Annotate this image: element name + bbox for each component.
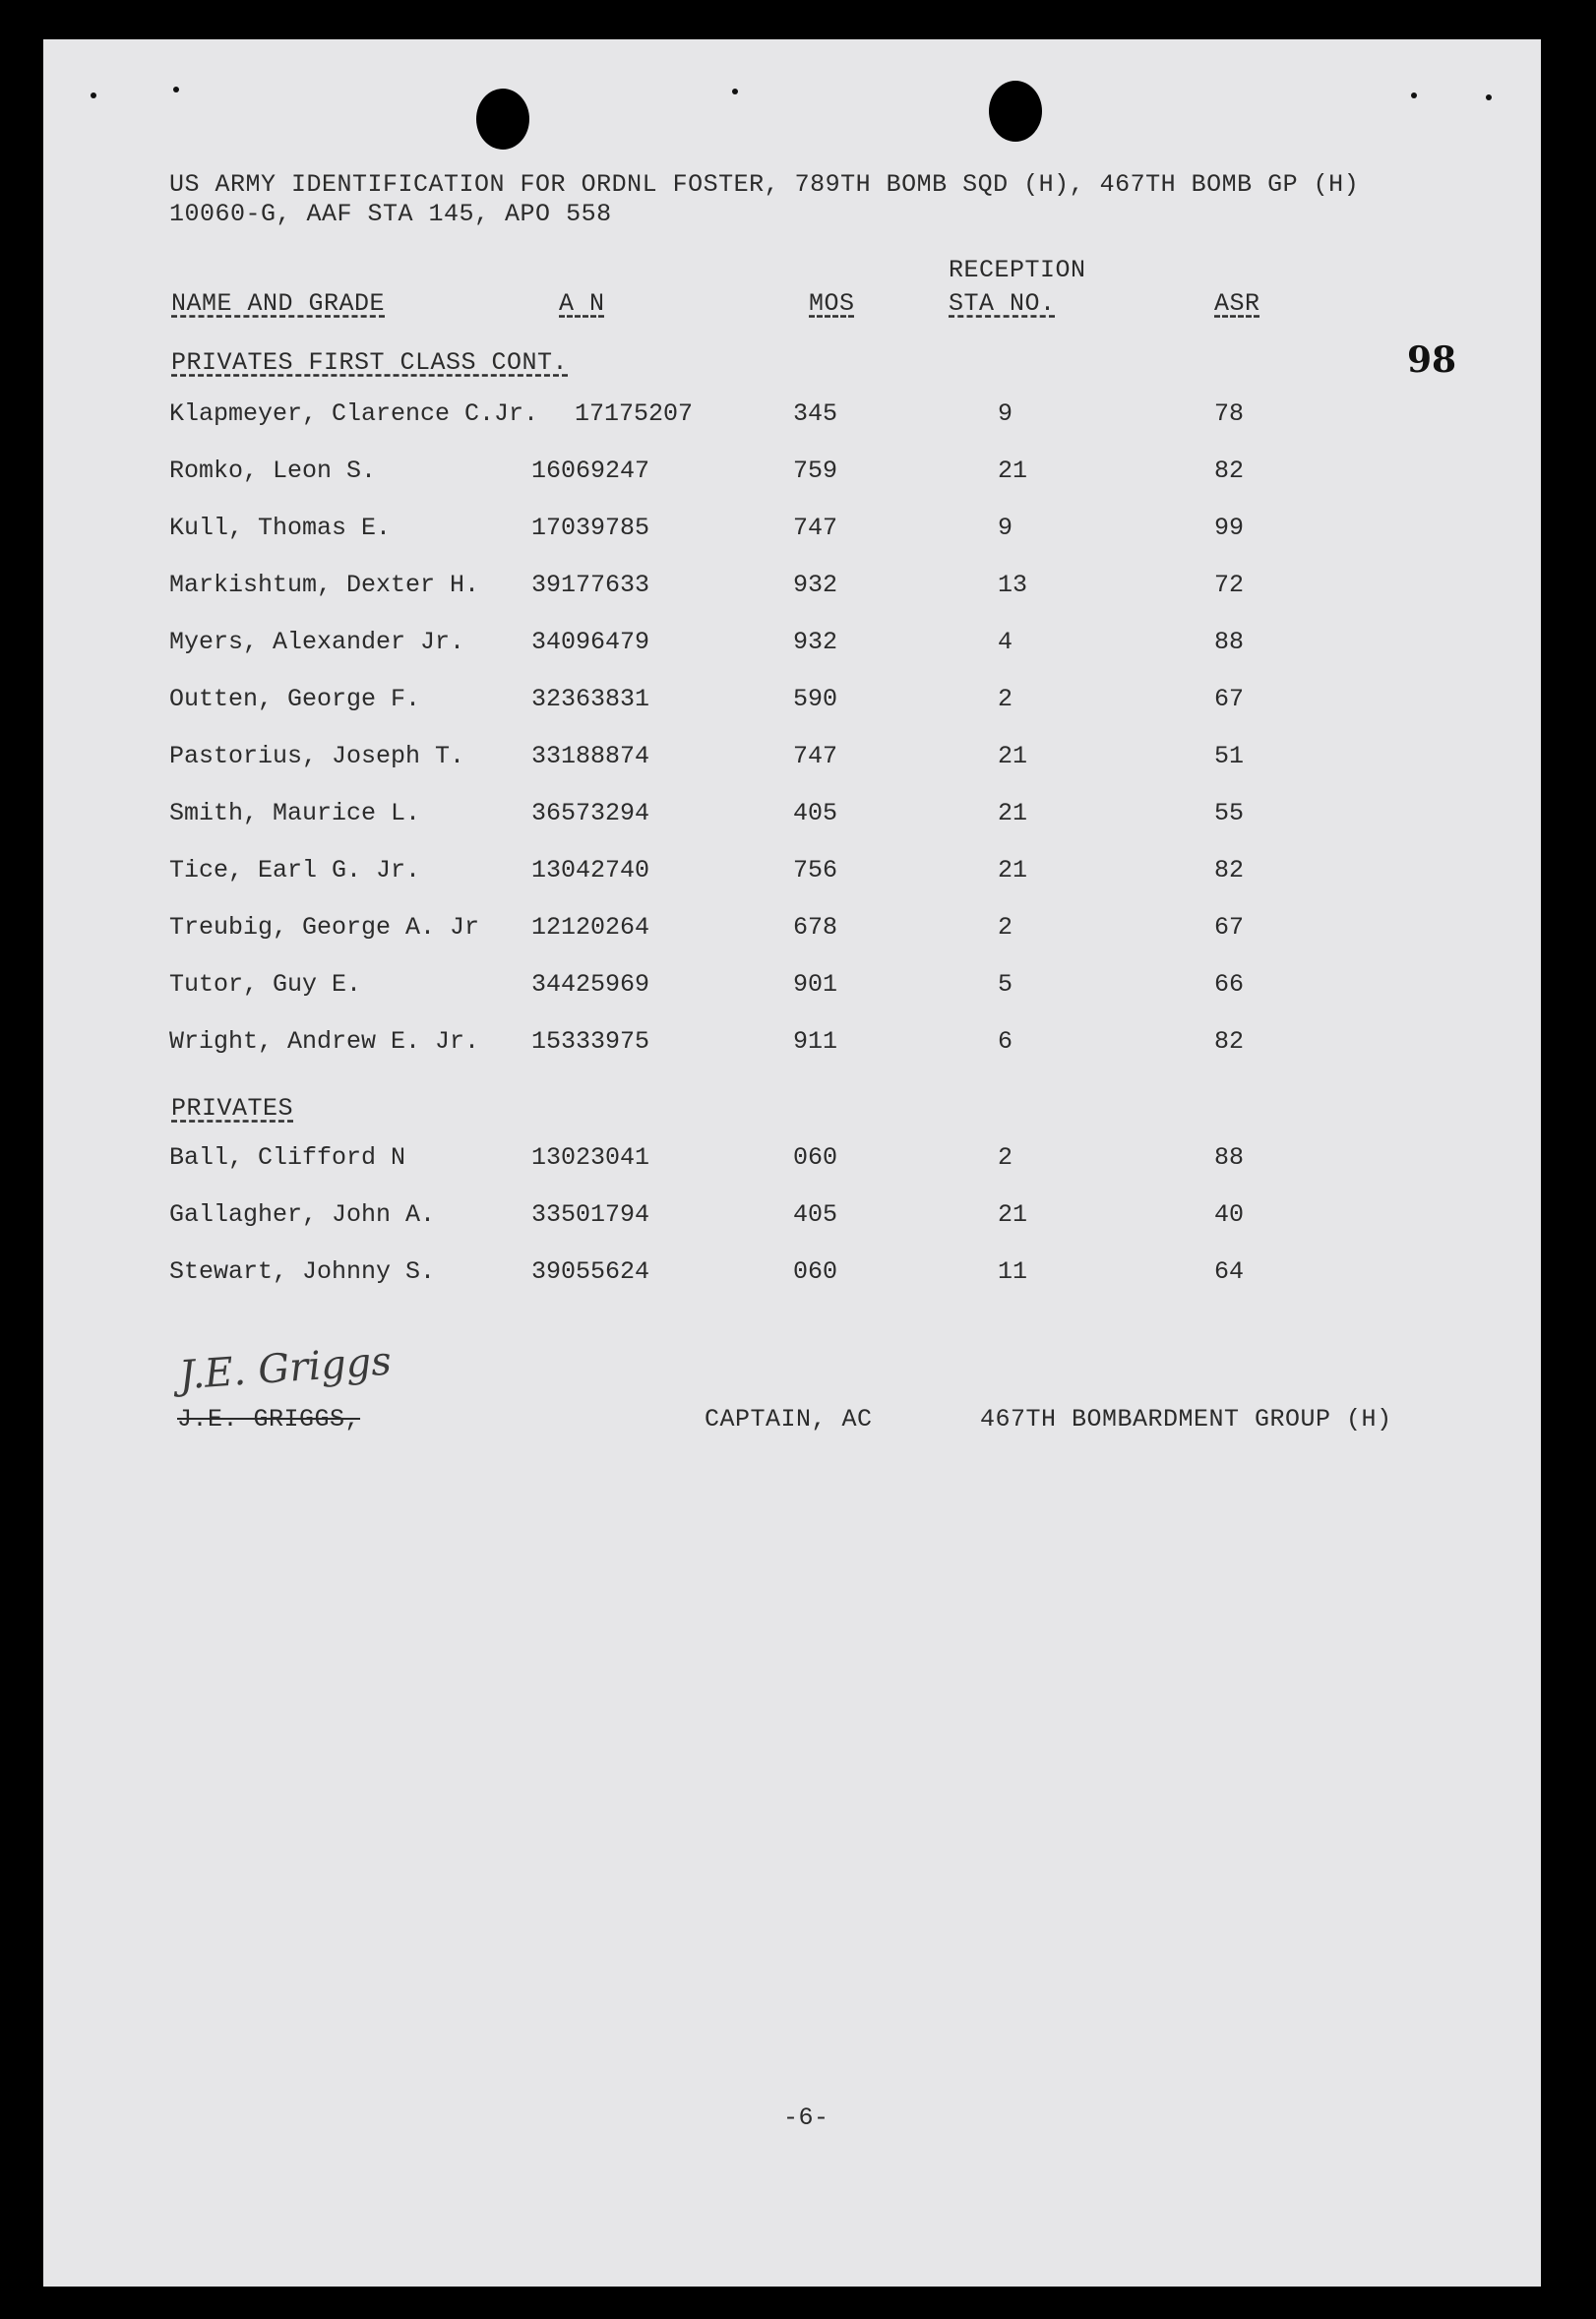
cell-mos: 747 [793,742,838,770]
cell-an: 16069247 [531,457,650,485]
cell-mos: 747 [793,514,838,542]
cell-asr: 55 [1214,799,1245,827]
speck [732,89,738,94]
cell-sta: 5 [998,970,1013,999]
section-title: PRIVATES FIRST CLASS CONT. [171,348,569,377]
cell-mos: 060 [793,1257,838,1286]
cell-mos: 932 [793,571,838,599]
cell-mos: 060 [793,1143,838,1172]
speck [1486,94,1492,100]
cell-mos: 678 [793,913,838,942]
speck [91,92,96,98]
footer-page-label: -6- [783,2104,829,2132]
cell-mos: 405 [793,799,838,827]
cell-name: Treubig, George A. Jr [169,913,480,942]
header-line-2: 10060-G, AAF STA 145, APO 558 [169,200,612,228]
cell-an: 32363831 [531,685,650,713]
cell-name: Outten, George F. [169,685,421,713]
cell-mos: 759 [793,457,838,485]
cell-sta: 13 [998,571,1028,599]
cell-name: Gallagher, John A. [169,1200,436,1229]
punch-hole-right [989,81,1042,142]
cell-name: Pastorius, Joseph T. [169,742,465,770]
cell-sta: 21 [998,1200,1028,1229]
column-header-mos: MOS [809,289,855,318]
cell-an: 12120264 [531,913,650,942]
cell-asr: 78 [1214,399,1245,428]
column-header-asr: ASR [1214,289,1260,318]
handwritten-signature: J.E. Griggs [177,1338,394,1399]
document-page [43,39,1541,2287]
cell-asr: 82 [1214,856,1245,885]
cell-an: 33188874 [531,742,650,770]
cell-asr: 72 [1214,571,1245,599]
cell-mos: 590 [793,685,838,713]
cell-an: 39055624 [531,1257,650,1286]
cell-an: 34096479 [531,628,650,656]
cell-asr: 82 [1214,457,1245,485]
signature-rank: CAPTAIN, AC [705,1405,873,1434]
cell-an: 15333975 [531,1027,650,1056]
cell-asr: 88 [1214,628,1245,656]
cell-asr: 88 [1214,1143,1245,1172]
cell-mos: 756 [793,856,838,885]
cell-an: 33501794 [531,1200,650,1229]
cell-mos: 911 [793,1027,838,1056]
cell-name: Kull, Thomas E. [169,514,392,542]
cell-name: Stewart, Johnny S. [169,1257,436,1286]
cell-an: 39177633 [531,571,650,599]
cell-sta: 11 [998,1257,1028,1286]
column-header-an: A N [559,289,605,318]
cell-name: Tutor, Guy E. [169,970,362,999]
cell-an: 36573294 [531,799,650,827]
speck [173,87,179,92]
speck [1411,92,1417,98]
cell-an: 17175207 [575,399,694,428]
cell-asr: 99 [1214,514,1245,542]
cell-mos: 901 [793,970,838,999]
cell-asr: 64 [1214,1257,1245,1286]
cell-sta: 21 [998,742,1028,770]
cell-asr: 67 [1214,913,1245,942]
cell-asr: 82 [1214,1027,1245,1056]
cell-name: Wright, Andrew E. Jr. [169,1027,480,1056]
cell-name: Tice, Earl G. Jr. [169,856,421,885]
cell-sta: 2 [998,913,1013,942]
cell-sta: 6 [998,1027,1013,1056]
cell-sta: 2 [998,685,1013,713]
cell-name: Ball, Clifford N [169,1143,406,1172]
cell-an: 34425969 [531,970,650,999]
cell-asr: 40 [1214,1200,1245,1229]
cell-mos: 345 [793,399,838,428]
cell-sta: 2 [998,1143,1013,1172]
signature-unit: 467TH BOMBARDMENT GROUP (H) [980,1405,1392,1434]
cell-asr: 51 [1214,742,1245,770]
cell-an: 13023041 [531,1143,650,1172]
cell-name: Smith, Maurice L. [169,799,421,827]
cell-sta: 21 [998,799,1028,827]
header-line-1: US ARMY IDENTIFICATION FOR ORDNL FOSTER, 789TH BOMB SQD (H), 467TH BOMB GP (H) [169,170,1360,199]
section-title: PRIVATES [171,1094,294,1123]
cell-name: Klapmeyer, Clarence C.Jr. [169,399,539,428]
column-header-sta-no: STA NO. [949,289,1056,318]
column-header-reception: RECEPTION [949,256,1086,284]
cell-mos: 932 [793,628,838,656]
cell-sta: 21 [998,457,1028,485]
cell-sta: 4 [998,628,1013,656]
cell-sta: 21 [998,856,1028,885]
cell-name: Myers, Alexander Jr. [169,628,465,656]
cell-mos: 405 [793,1200,838,1229]
punch-hole-left [476,89,529,150]
cell-an: 13042740 [531,856,650,885]
cell-sta: 9 [998,399,1013,428]
cell-name: Markishtum, Dexter H. [169,571,480,599]
column-header-name: NAME AND GRADE [171,289,386,318]
cell-asr: 67 [1214,685,1245,713]
cell-sta: 9 [998,514,1013,542]
page-number: 98 [1407,339,1457,381]
cell-an: 17039785 [531,514,650,542]
cell-asr: 66 [1214,970,1245,999]
cell-name: Romko, Leon S. [169,457,377,485]
signature-typed-name: J.E. GRIGGS, [177,1405,361,1434]
